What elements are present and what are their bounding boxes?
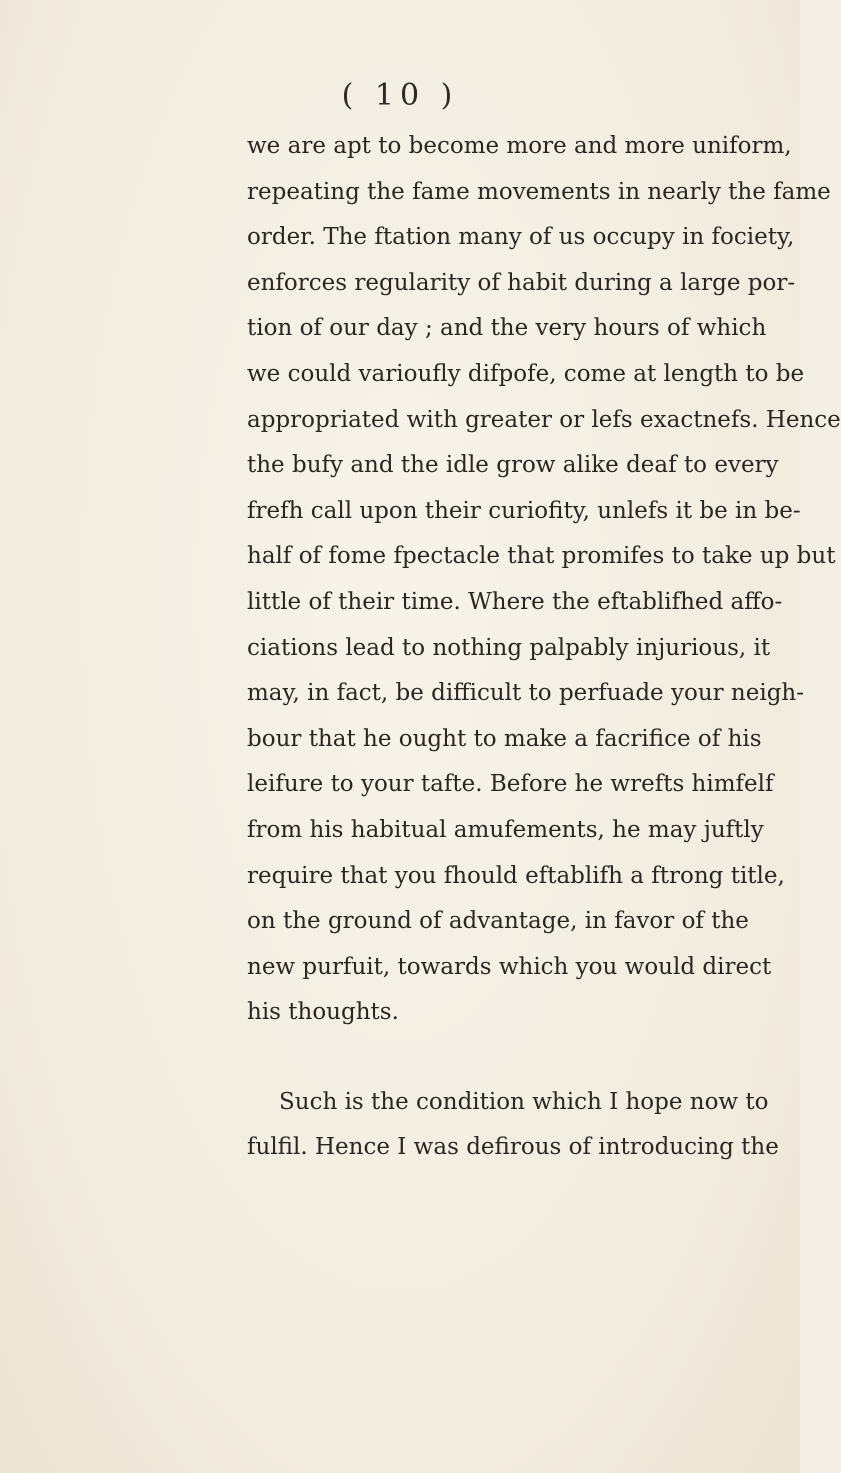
text-line: little of their time. Where the eftablifhed affo- [247,588,783,615]
text-line: Such is the condition which I hope now to [279,1088,769,1115]
text-line: we are apt to become more and more uniform, [247,133,792,159]
text-line: the bufy and the idle grow alike deaf to every [247,452,779,479]
text-line: bour that he ought to make a facrifice of his [247,725,762,752]
text-line: frefh call upon their curiofity, unlefs it be in be- [247,497,801,524]
paragraph-gap [247,1036,717,1080]
text-line: appropriated with greater or lefs exactnefs. Hence [247,406,841,433]
text-line: new purfuit, towards which you would direct [247,953,772,980]
text-line: repeating the fame movements in nearly the fame [247,178,831,205]
text-line: from his habitual amufements, he may juftly [247,816,764,843]
text-line: we could varioufly difpofe, come at length to be [247,360,805,387]
text-line: tion of our day ; and the very hours of which [247,315,767,342]
text-line: require that you fhould eftablifh a ftrong title, [247,862,785,889]
text-line: leifure to your tafte. Before he wrefts himfelf [247,771,774,798]
paragraph-1 [247,124,841,1036]
text-line: order. The ftation many of us occupy in fociety, [247,224,795,251]
text-line: fulfil. Hence I was defirous of introducing the [247,1134,779,1161]
text-line: may, in fact, be difficult to perfuade your neigh- [247,680,805,707]
text-line: on the ground of advantage, in favor of the [247,908,749,935]
page-number: ( 10 ) [341,78,459,113]
text-line: his thoughts. [247,999,399,1026]
text-line: ciations lead to nothing palpably injurious, it [247,634,771,661]
text-line: enforces regularity of habit during a large por- [247,269,796,296]
text-line: half of fome fpectacle that promifes to take up but [247,543,836,570]
paragraph-2 [247,1080,779,1171]
body-text [247,124,841,1171]
